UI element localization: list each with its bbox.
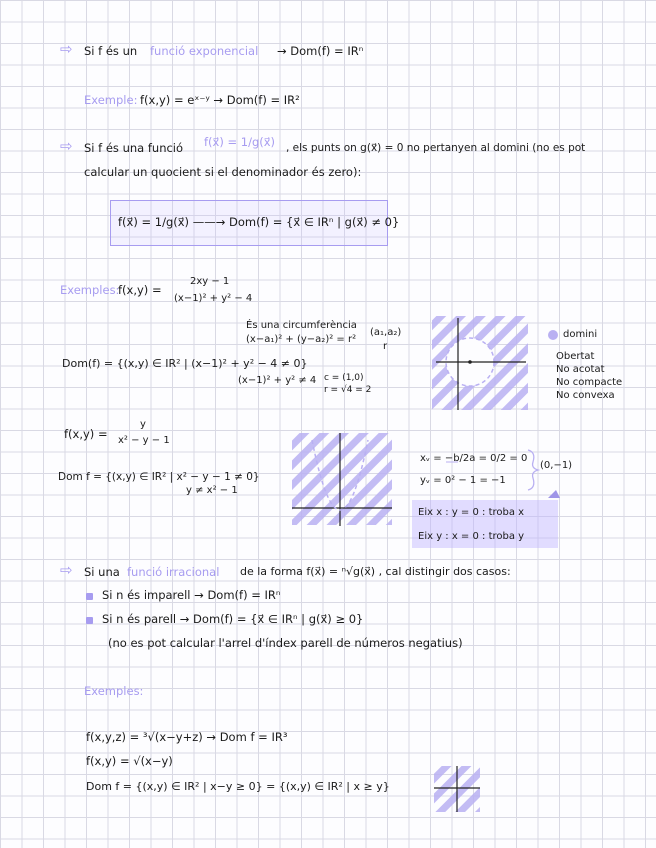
vertex-point: (0,−1) (540, 460, 573, 471)
ex1-f-pre: f(x,y) = (118, 283, 162, 297)
definition-box-text: f(x⃗) = 1/g(x⃗) ——→ Dom(f) = {x⃗ ∈ IRⁿ | g(x⃗) ≠ 0} (118, 215, 400, 229)
s1-line1-c: → Dom(f) = IRⁿ (277, 44, 364, 58)
sketch-circle-domain (432, 316, 528, 410)
prop-2: No compacte (556, 377, 623, 388)
ex1-f-numerator: 2xy − 1 (190, 276, 230, 287)
s2-line2: calcular un quocient si el denominador és zero): (84, 165, 362, 179)
arrow-icon: ⇨ (60, 137, 73, 155)
s3-line1-highlight: funció irracional (127, 565, 220, 579)
s1-example-text: f(x,y) = eˣ⁻ʸ → Dom(f) = IR² (140, 93, 300, 107)
ex1-circ-note: És una circumferència (246, 320, 357, 331)
s1-example-label: Exemple: (84, 93, 138, 107)
ex2-domain: Dom f = {(x,y) ∈ IR² | x² − y − 1 ≠ 0} (58, 471, 260, 483)
ex2-f-pre: f(x,y) = (64, 427, 108, 441)
axis-note-y: Eix y : x = 0 : troba y (418, 531, 525, 542)
ex1-circ-eq: (x−a₁)² + (y−a₂)² = r² (246, 334, 357, 345)
arrow-icon: ⇨ (60, 40, 73, 58)
s1-line1-a: Si f és un (84, 44, 138, 58)
vertex-brace (446, 450, 560, 498)
ex2-condition: y ≠ x² − 1 (186, 485, 238, 496)
axis-note-x: Eix x : y = 0 : troba x (418, 507, 525, 518)
ex1-domain: Dom(f) = {(x,y) ∈ IR² | (x−1)² + y² − 4 ≠ 0} (62, 357, 308, 370)
ex1-center: c = (1,0) (324, 373, 364, 383)
s3-note: (no es pot calcular l'arrel d'índex parell de números negatius) (108, 636, 463, 650)
sketch-parabola-domain (292, 433, 392, 526)
prop-3: No convexa (556, 390, 615, 401)
s2-line1-c: , els punts on g(x⃗) = 0 no pertanyen al domini (no es pot (286, 142, 586, 154)
ex2-f-numerator: y (140, 419, 146, 430)
s3-example-2: f(x,y) = √(x−y) (86, 754, 173, 768)
ex1-radius: r = √4 = 2 (324, 385, 372, 395)
sketch-halfplane-domain (434, 766, 480, 812)
ex1-circ-ineq: (x−1)² + y² ≠ 4 (238, 375, 317, 386)
s3-example-label: Exemples: (84, 684, 144, 698)
s2-line1-a: Si f és una funció (84, 141, 184, 155)
arrow-icon: ⇨ (60, 561, 73, 579)
ex1-f-denominator: (x−1)² + y² − 4 (174, 293, 253, 304)
ex2-f-denominator: x² − y − 1 (118, 435, 170, 446)
legend-label: domini (563, 329, 598, 340)
s3-line1-c: de la forma f(x⃗) = ⁿ√g(x⃗) , cal distingir dos casos: (240, 565, 511, 578)
s3-line1-a: Si una (84, 565, 120, 579)
prop-0: Obertat (556, 351, 595, 362)
s2-line1-fraction: f(x⃗) = 1/g(x⃗) (204, 135, 276, 149)
ex1-label: Exemples: (60, 283, 120, 297)
ex1-r-generic: r (383, 341, 388, 352)
s3-example-1: f(x,y,z) = ³√(x−y+z) → Dom f = IR³ (86, 730, 288, 744)
s3-example-3: Dom f = {(x,y) ∈ IR² | x−y ≥ 0} = {(x,y) ∈ IR² | x ≥ y} (86, 780, 390, 793)
vertex-y: yᵥ = 0² − 1 = −1 (420, 475, 506, 486)
s3-case-even: Si n és parell → Dom(f) = {x⃗ ∈ IRⁿ | g(x⃗) ≥ 0} (102, 612, 364, 626)
s1-line1-highlight: funció exponencial (150, 44, 259, 58)
ex1-center-generic: (a₁,a₂) (370, 327, 402, 338)
vertex-x: xᵥ = −b/2a = 0/2 = 0 (420, 453, 528, 464)
s3-case-odd: Si n és imparell → Dom(f) = IRⁿ (102, 588, 281, 602)
prop-1: No acotat (556, 364, 605, 375)
